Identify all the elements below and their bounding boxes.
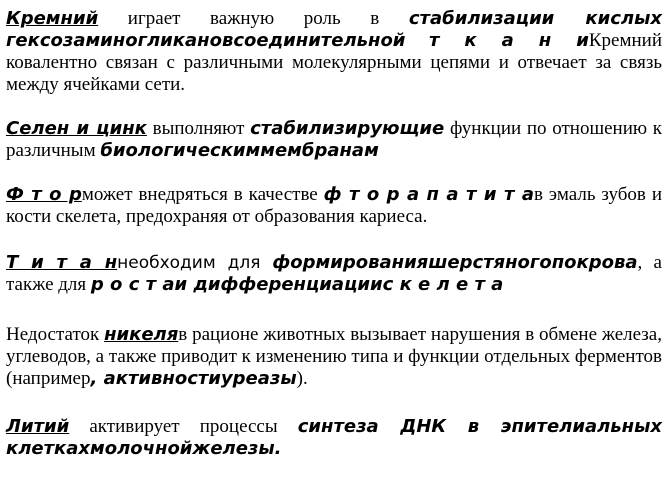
paragraph-nickel [6,324,662,390]
text-nickel-3: ). [296,368,308,389]
text-selenium-1: выполняют [146,118,251,139]
text-selenium-2: функции по отношению к различным [6,118,663,161]
text-lithium-1: активирует процессы [69,416,298,437]
term-selenium-zinc: Селен и цинк [6,118,147,139]
emph-lithium-1: синтеза ДНК в эпителиальных клетках [6,416,662,459]
document-page [6,8,662,480]
text-titanium-2: , а также для [6,252,662,295]
text-titanium-1: необходим для [117,253,273,273]
term-nickel: никеля [104,324,179,345]
text-fluorine-2: в эмаль зубов и кости скелета, предохраняя от образования кариеса. [6,184,662,227]
text-nickel-2: в рационе животных вызывает нарушения в обмене железа, углеводов, а также приводит к изменению типа и функции отдельных ферментов (например [6,324,662,389]
emph-nickel-2: уреазы [220,368,297,389]
emph-selenium-2: биологическим [100,140,261,161]
emph-titanium-3: покрова [551,252,638,273]
emph-selenium-3: мембранам [260,140,379,161]
paragraph-selenium-zinc [6,118,662,162]
paragraph-fluorine [6,184,662,228]
emph-lithium-2: молочной [90,438,193,459]
term-titanium: Т и т а н [6,252,118,273]
term-lithium: Литий [6,416,70,437]
emph-titanium-2: шерстяного [428,252,552,273]
emph-selenium-1: стабилизирующие [250,118,445,139]
emph-titanium-5: и дифференциации [174,274,383,295]
text-nickel-1: Недостаток [6,324,105,345]
text-fluorine-1: может внедряться в качестве [81,184,324,205]
emph-lithium-3: железы. [192,438,282,459]
emph-silicon-1: стабилизации кислых гексозаминогликанов [6,8,662,51]
text-silicon-2: Кремний ковалентно связан с различными молекулярными цепями и отвечает за связь между ячейками сети. [6,30,662,95]
paragraph-silicon [6,8,662,96]
term-silicon: Кремний [6,8,99,29]
paragraph-titanium [6,252,662,296]
emph-titanium-6: с к е л е т а [382,274,504,295]
emph-silicon-3: т к а н и [428,30,589,51]
paragraph-lithium [6,416,662,460]
emph-silicon-2: соединительной [233,30,406,51]
emph-fluorine-1: ф т о р а п а т и т а [323,184,534,205]
text-silicon-1: играет важную роль в [98,8,409,29]
term-fluorine: Ф т о р [6,184,82,205]
emph-titanium-1: формирования [272,252,429,273]
emph-titanium-4: р о с т а [90,274,175,295]
emph-nickel-1: , активности [90,368,221,389]
